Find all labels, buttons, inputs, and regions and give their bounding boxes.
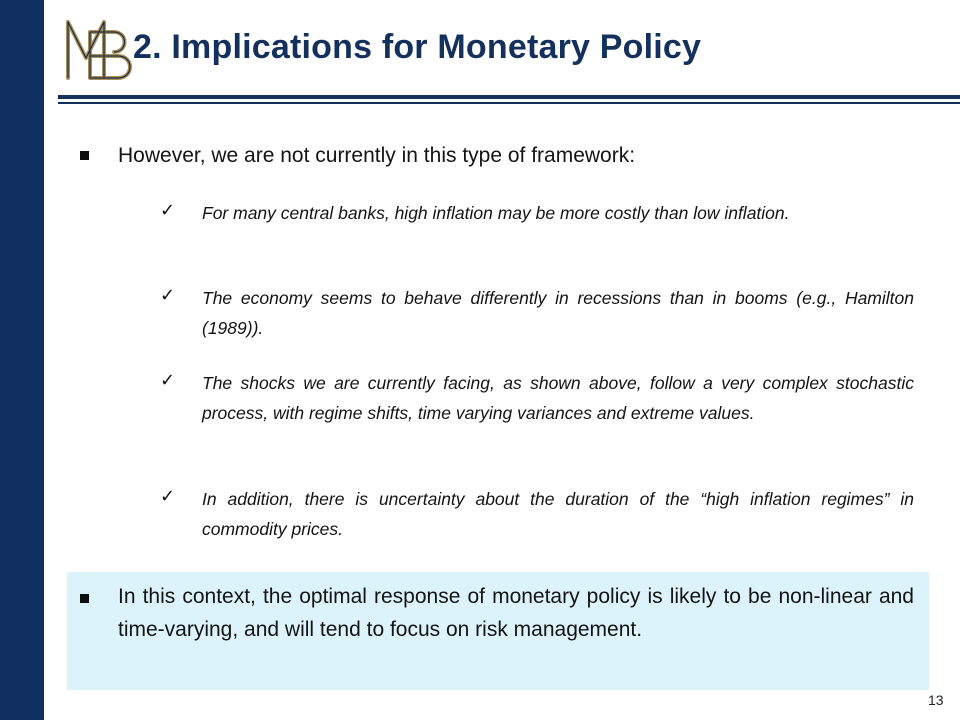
- title-rule-thick: [58, 95, 960, 99]
- subpoint-4: In addition, there is uncertainty about the duration of the “high inflation regimes” in commodity prices.: [202, 489, 914, 539]
- square-bullet-icon: [80, 594, 89, 603]
- check-icon: ✓: [160, 370, 176, 390]
- subpoint-1: For many central banks, high inflation may be more costly than low inflation.: [202, 203, 790, 223]
- subpoint-3: The shocks we are currently facing, as shown above, follow a very complex stochastic process, with regime shifts, time varying variances and extreme values.: [202, 373, 914, 423]
- title-rule-thin: [58, 102, 960, 104]
- square-bullet-icon: [80, 151, 89, 160]
- subpoint-2: The economy seems to behave differently in recessions than in booms (e.g., Hamilton (1989)).: [202, 288, 914, 338]
- side-bar: [0, 0, 44, 720]
- bullet-point-1: However, we are not currently in this type of framework:: [118, 144, 636, 167]
- bullet-point-2: In this context, the optimal response of monetary policy is likely to be non-linear and time-varying, and will tend to focus on risk management.: [118, 585, 914, 641]
- check-icon: ✓: [160, 200, 176, 220]
- check-icon: ✓: [160, 486, 176, 506]
- logo-text: BM: [60, 12, 62, 13]
- check-icon: ✓: [160, 285, 176, 305]
- page-number: 13: [928, 692, 944, 708]
- bank-logo-icon: [60, 12, 142, 84]
- page-title: 2. Implications for Monetary Policy: [133, 28, 702, 66]
